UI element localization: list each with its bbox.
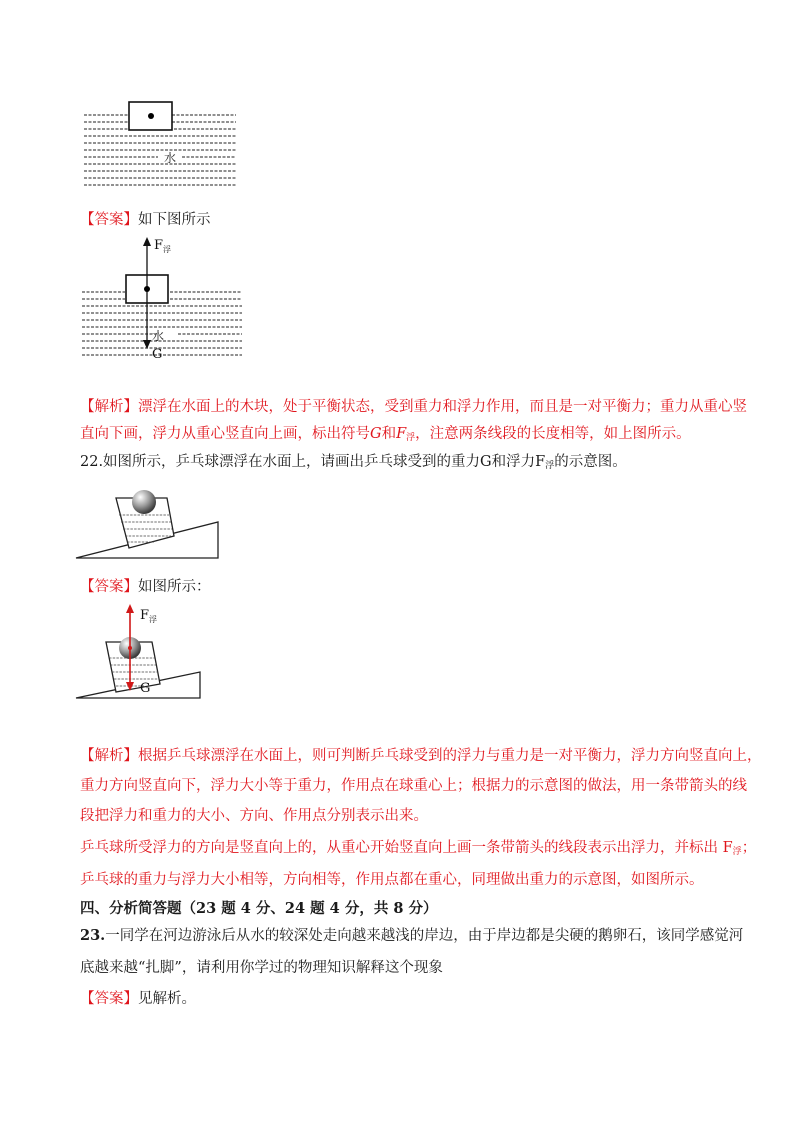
buoyancy-subscript: 浮 xyxy=(163,245,172,254)
answer-1 xyxy=(80,210,211,230)
analysis-2-line-5: 乒乓球的重力与浮力大小相等，方向相等，作用点都在重心，同理做出重力的示意图，如图所示。 xyxy=(80,872,704,888)
analysis-tag: 【解析】 xyxy=(80,399,138,415)
buoyancy-label: F xyxy=(154,238,164,253)
gravity-label: G xyxy=(140,681,151,696)
block-forces-figure xyxy=(78,234,246,362)
analysis-1-line-1: 【解析】漂浮在水面上的木块，处于平衡状态，受到重力和浮力作用，而且是一对平衡力；重力从重心竖 xyxy=(80,399,747,415)
water-label: 水 xyxy=(152,329,165,343)
answer-text: 如下图所示 xyxy=(138,212,211,228)
buoyancy-arrowhead xyxy=(126,604,134,613)
gravity-label: G xyxy=(152,347,163,362)
symbol-f: F xyxy=(396,426,407,442)
water-label: 水 xyxy=(164,151,177,165)
answer-tag: 【答案】 xyxy=(80,991,138,1007)
center-of-gravity-dot xyxy=(148,113,154,119)
ping-pong-forces-figure xyxy=(74,600,204,704)
analysis-2-line-3: 段把浮力和重力的大小、方向、作用点分别表示出来。 xyxy=(80,808,428,824)
symbol-g: G xyxy=(370,426,382,442)
analysis-2-line-2: 重力方向竖直向下，浮力大小等于重力，作用点在球重心上；根据力的示意图的做法，用一条带箭头的线 xyxy=(80,778,747,794)
question-22: 22.如图所示，乒乓球漂浮在水面上，请画出乒乓球受到的重力G和浮力$F_浮$的示意图。 xyxy=(80,454,627,471)
center-of-gravity-dot xyxy=(144,286,150,292)
svg-text:F浮 xyxy=(140,608,157,624)
question-number: 23. xyxy=(80,927,106,944)
svg-text:F浮 xyxy=(154,238,171,254)
question-23-line-2: 底越来越“扎脚”，请利用你学过的物理知识解释这个现象 xyxy=(80,960,443,976)
question-23-line-1: 23.一同学在河边游泳后从水的较深处走向越来越浅的岸边，由于岸边都是尖硬的鹅卵石，该同学感觉河 xyxy=(80,927,744,944)
ping-pong-ball-figure xyxy=(74,478,222,564)
ping-pong-ball xyxy=(132,490,156,514)
analysis-tag: 【解析】 xyxy=(80,748,138,764)
answer-tag: 【答案】 xyxy=(80,212,138,228)
buoyancy-subscript: 浮 xyxy=(149,615,158,624)
analysis-2-line-4: 乒乓球所受浮力的方向是竖直向上的，从重心开始竖直向上画一条带箭头的线段表示出浮力，并标出 $F_浮$； xyxy=(80,840,757,857)
buoyancy-arrowhead xyxy=(143,237,151,246)
block-on-water-figure xyxy=(80,98,240,194)
answer-text: 见解析。 xyxy=(138,991,196,1007)
analysis-1-line-2: 直向下画，浮力从重心竖直向上画，标出符号G和$F_浮$，注意两条线段的长度相等，如上图所示。 xyxy=(80,426,691,443)
section-4-title: 四、分析简答题（23 题 4 分、24 题 4 分，共 8 分） xyxy=(80,900,438,917)
answer-3 xyxy=(80,989,196,1009)
center-of-gravity-dot xyxy=(128,646,132,650)
answer-2 xyxy=(80,577,211,597)
analysis-2-line-1: 【解析】根据乒乓球漂浮在水面上，则可判断乒乓球受到的浮力与重力是一对平衡力，浮力方向竖直向上， xyxy=(80,748,762,764)
answer-tag: 【答案】 xyxy=(80,579,138,595)
buoyancy-label: F xyxy=(140,608,150,623)
answer-text: 如图所示： xyxy=(138,579,211,595)
